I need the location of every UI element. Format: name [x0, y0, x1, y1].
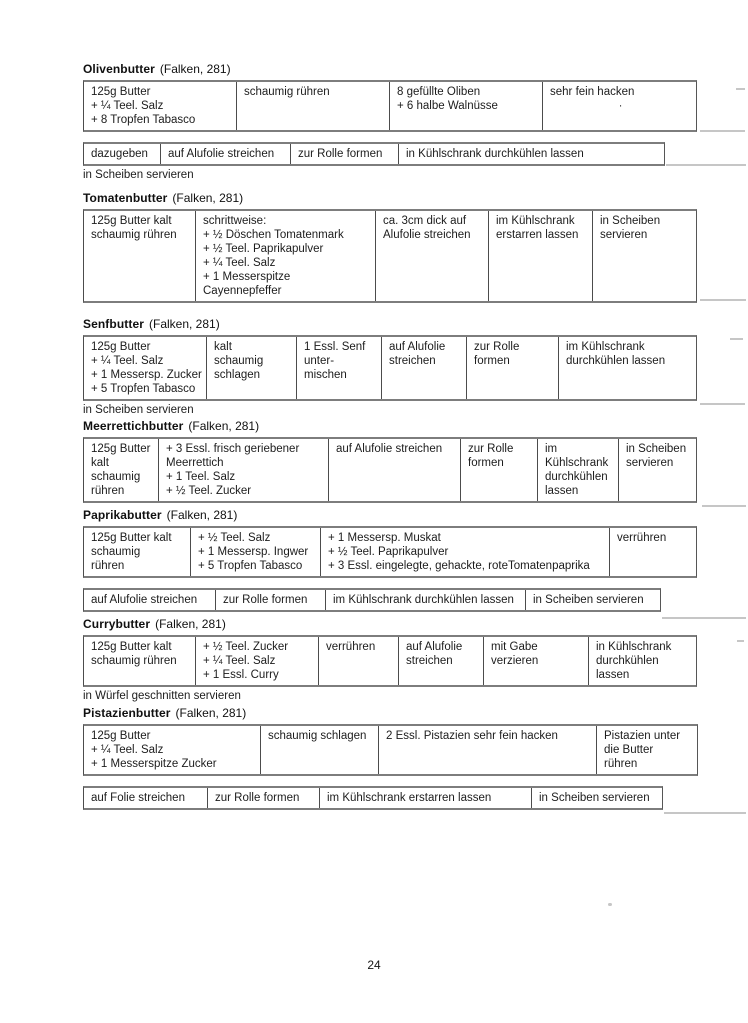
cell-line: Meerrettich: [166, 457, 224, 469]
cell-line: + 1 Messersp. Muskat: [328, 532, 441, 544]
section-heading: [83, 508, 748, 523]
cell-line: 125g Butter kalt: [91, 215, 172, 227]
table-cell: [216, 590, 326, 610]
cell-line: + 1 Messerspitze Zucker: [91, 758, 217, 770]
cell-line: durchkühlen: [596, 655, 659, 667]
cell-line: + ½ Teel. Salz: [198, 532, 271, 544]
table-cell: [379, 726, 597, 774]
scan-artifact: [702, 505, 746, 507]
section-heading: [83, 706, 748, 721]
recipe-table: [83, 80, 697, 132]
table-cell: [619, 439, 696, 501]
cell-line: schaumig schlagen: [268, 730, 367, 742]
scan-artifact: [700, 403, 745, 405]
table-cell: [161, 144, 291, 164]
cell-line: 125g Butter: [91, 341, 151, 353]
cell-line: durchkühlen: [545, 471, 608, 483]
table-cell: [532, 788, 662, 808]
recipe-table: [83, 635, 697, 687]
cell-line: + ¼ Teel. Salz: [203, 655, 276, 667]
table-cell: [84, 528, 191, 576]
table-cell: [84, 726, 261, 774]
table-cell: [467, 337, 559, 399]
table-cell: [208, 788, 320, 808]
cell-line: in Scheiben servieren: [533, 594, 644, 606]
table-cell: [484, 637, 589, 685]
cell-line: schaumig: [91, 471, 141, 483]
table-cell: [84, 439, 159, 501]
cell-line: 2 Essl. Pistazien sehr fein hacken: [386, 730, 558, 742]
table-cell: [321, 528, 610, 576]
cell-line: zur Rolle formen: [223, 594, 308, 606]
cell-line: in Scheiben: [626, 443, 687, 455]
recipe-table: [83, 588, 661, 612]
table-cell: [84, 144, 161, 164]
cell-line: + 1 Teel. Salz: [166, 471, 236, 483]
table-cell: [390, 82, 543, 130]
recipe-source: (Falken, 281): [166, 508, 238, 522]
cell-line: + ½ Teel. Zucker: [203, 641, 289, 653]
cell-line: schaumig: [91, 546, 141, 558]
cell-line: in Scheiben: [600, 215, 661, 227]
section-currybutter: [83, 617, 748, 703]
recipe-sections: [83, 62, 748, 810]
scan-artifact: [730, 338, 743, 340]
cell-line: zur Rolle formen: [298, 148, 383, 160]
recipe-title: Paprikabutter: [83, 508, 162, 522]
cell-line: im Kühlschrank: [496, 215, 575, 227]
serving-note: in Scheiben servieren: [83, 169, 194, 181]
recipe-table: [83, 209, 697, 303]
section-senfbutter: [83, 317, 748, 417]
cell-line: 125g Butter: [91, 730, 151, 742]
table-cell: [326, 590, 526, 610]
table-cell: [589, 637, 696, 685]
table-cell: [84, 337, 207, 399]
cell-line: + 5 Tropfen Tabasco: [91, 383, 196, 395]
table-cell: [329, 439, 461, 501]
recipe-table: [83, 526, 697, 578]
recipe-table: [83, 724, 698, 776]
table-cell: [376, 211, 489, 301]
table-cell: [320, 788, 532, 808]
scan-artifact: [700, 299, 746, 301]
cell-line: Cayennepfeffer: [203, 285, 282, 297]
cell-line: + 1 Messersp. Zucker: [91, 369, 202, 381]
recipe-title: Meerrettichbutter: [83, 419, 184, 433]
cell-line: zur Rolle: [474, 341, 520, 353]
cell-line: im Kühlschrank: [566, 341, 645, 353]
recipe-title: Senfbutter: [83, 317, 144, 331]
table-cell: [489, 211, 593, 301]
cell-line: + 6 halbe Walnüsse: [397, 100, 498, 112]
cell-line: 125g Butter: [91, 443, 151, 455]
table-cell: [399, 637, 484, 685]
section-heading: [83, 419, 748, 434]
table-cell: [237, 82, 390, 130]
cell-line: ca. 3cm dick auf: [383, 215, 467, 227]
scan-artifact: [736, 88, 745, 90]
table-cell: [559, 337, 696, 399]
scan-artifact: [608, 903, 612, 906]
recipe-table: [83, 786, 663, 810]
cell-line: Pistazien unter: [604, 730, 681, 742]
table-cell: [196, 637, 319, 685]
table-cell: [319, 637, 399, 685]
cell-line: auf Alufolie: [389, 341, 446, 353]
recipe-source: (Falken, 281): [159, 62, 231, 76]
cell-line: + 1 Essl. Curry: [203, 669, 279, 681]
cell-line: + ½ Teel. Paprikapulver: [203, 243, 324, 255]
cell-line: rühren: [91, 485, 125, 497]
cell-line: streichen: [406, 655, 453, 667]
cell-line: schaumig rühren: [244, 86, 330, 98]
cell-line: 125g Butter kalt: [91, 641, 172, 653]
cell-line: schaumig: [214, 355, 264, 367]
cell-line: + ¼ Teel. Salz: [203, 257, 276, 269]
table-cell: [191, 528, 321, 576]
cell-line: dazugeben: [91, 148, 148, 160]
section-heading: [83, 317, 748, 332]
recipe-table: [83, 437, 697, 503]
cell-line: auf Alufolie streichen: [91, 594, 198, 606]
section-heading: [83, 62, 748, 77]
section-paprikabutter: [83, 508, 748, 612]
table-cell: [84, 82, 237, 130]
cell-line: im Kühlschrank durchkühlen lassen: [333, 594, 514, 606]
recipe-title: Currybutter: [83, 617, 151, 631]
recipe-table: [83, 142, 665, 166]
cell-line: im: [545, 443, 558, 455]
cell-line: + ½ Döschen Tomatenmark: [203, 229, 344, 241]
cell-line: + 5 Tropfen Tabasco: [198, 560, 303, 572]
cell-line: die Butter: [604, 744, 654, 756]
scan-artifact: [664, 812, 746, 814]
cell-line: rühren: [604, 758, 638, 770]
cell-line: Kühlschrank: [545, 457, 609, 469]
section-meerrettichbutter: [83, 419, 748, 503]
cell-line: 8 gefüllte Oliben: [397, 86, 481, 98]
cell-line: verrühren: [326, 641, 376, 653]
cell-line: kalt: [91, 457, 109, 469]
table-cell: [159, 439, 329, 501]
cell-line: auf Folie streichen: [91, 792, 185, 804]
recipe-title: Pistazienbutter: [83, 706, 171, 720]
cell-line: + ½ Teel. Zucker: [166, 485, 252, 497]
cell-line: verzieren: [491, 655, 539, 667]
recipe-title: Olivenbutter: [83, 62, 155, 76]
recipe-table: [83, 335, 697, 401]
table-cell: [526, 590, 660, 610]
table-cell: [84, 788, 208, 808]
recipe-title: Tomatenbutter: [83, 191, 168, 205]
table-cell: [538, 439, 619, 501]
serving-note: in Würfel geschnitten servieren: [83, 690, 241, 702]
cell-line: + 1 Messersp. Ingwer: [198, 546, 309, 558]
recipe-source: (Falken, 281): [149, 317, 220, 331]
cell-line: + 8 Tropfen Tabasco: [91, 114, 196, 126]
cell-line: verrühren: [617, 532, 667, 544]
cell-line: lassen: [596, 669, 630, 681]
cell-line: formen: [468, 457, 504, 469]
cell-line: 125g Butter kalt: [91, 532, 172, 544]
cell-line: in Scheiben servieren: [539, 792, 650, 804]
table-cell: [597, 726, 697, 774]
cell-line: zur Rolle formen: [215, 792, 300, 804]
cell-line: rühren: [91, 560, 125, 572]
section-tomatenbutter: [83, 191, 748, 303]
cell-line: streichen: [389, 355, 436, 367]
scan-artifact: [700, 130, 745, 132]
cell-line: schlagen: [214, 369, 261, 381]
cell-line: sehr fein hacken: [550, 86, 635, 98]
cell-line: zur Rolle: [468, 443, 514, 455]
cell-line: 1 Essl. Senf: [304, 341, 366, 353]
recipe-source: (Falken, 281): [175, 706, 247, 720]
table-cell: [610, 528, 696, 576]
cell-line: mischen: [304, 369, 347, 381]
cell-line: + 3 Essl. eingelegte, gehackte, roteTomatenpaprika: [328, 560, 590, 572]
cell-line: servieren: [626, 457, 674, 469]
table-cell: [207, 337, 297, 399]
cell-line: Alufolie streichen: [383, 229, 471, 241]
table-cell: [84, 211, 196, 301]
section-heading: [83, 617, 748, 632]
cell-line: schrittweise:: [203, 215, 267, 227]
cell-line: ·: [618, 100, 623, 112]
section-pistazienbutter: [83, 706, 748, 810]
cell-line: schaumig rühren: [91, 229, 177, 241]
table-cell: [291, 144, 399, 164]
scan-artifact: [662, 617, 746, 619]
cell-line: + ¼ Teel. Salz: [91, 744, 164, 756]
table-cell: [84, 590, 216, 610]
recipe-source: (Falken, 281): [172, 191, 244, 205]
scan-artifact: [666, 164, 746, 166]
cell-line: formen: [474, 355, 510, 367]
cell-line: im Kühlschrank erstarren lassen: [327, 792, 492, 804]
serving-note: in Scheiben servieren: [83, 404, 194, 416]
cell-line: kalt: [214, 341, 232, 353]
recipe-source: (Falken, 281): [155, 617, 226, 631]
table-cell: [261, 726, 379, 774]
cell-line: servieren: [600, 229, 648, 241]
cell-line: + ¼ Teel. Salz: [91, 355, 164, 367]
cell-line: 125g Butter: [91, 86, 151, 98]
section-olivenbutter: [83, 62, 748, 182]
cell-line: mit Gabe: [491, 641, 538, 653]
cell-line: + ½ Teel. Paprikapulver: [328, 546, 449, 558]
cell-line: in Kühlschrank durchkühlen lassen: [406, 148, 584, 160]
table-cell: [297, 337, 382, 399]
cell-line: in Kühlschrank: [596, 641, 672, 653]
cell-line: auf Alufolie streichen: [336, 443, 443, 455]
table-cell: [399, 144, 664, 164]
table-cell: [461, 439, 538, 501]
cell-line: + 3 Essl. frisch geriebener: [166, 443, 300, 455]
table-cell: [84, 637, 196, 685]
table-cell: [593, 211, 696, 301]
page-number: 24: [367, 958, 381, 972]
cell-line: schaumig rühren: [91, 655, 177, 667]
recipe-source: (Falken, 281): [188, 419, 260, 433]
cell-line: durchkühlen lassen: [566, 355, 666, 367]
cell-line: + ¼ Teel. Salz: [91, 100, 164, 112]
table-cell: [196, 211, 376, 301]
scan-artifact: [737, 640, 744, 642]
table-cell: [382, 337, 467, 399]
section-heading: [83, 191, 748, 206]
cell-line: unter-: [304, 355, 335, 367]
cell-line: auf Alufolie streichen: [168, 148, 275, 160]
cell-line: auf Alufolie: [406, 641, 463, 653]
cell-line: lassen: [545, 485, 579, 497]
cell-line: + 1 Messerspitze: [203, 271, 291, 283]
cell-line: erstarren lassen: [496, 229, 579, 241]
table-cell: [543, 82, 696, 130]
